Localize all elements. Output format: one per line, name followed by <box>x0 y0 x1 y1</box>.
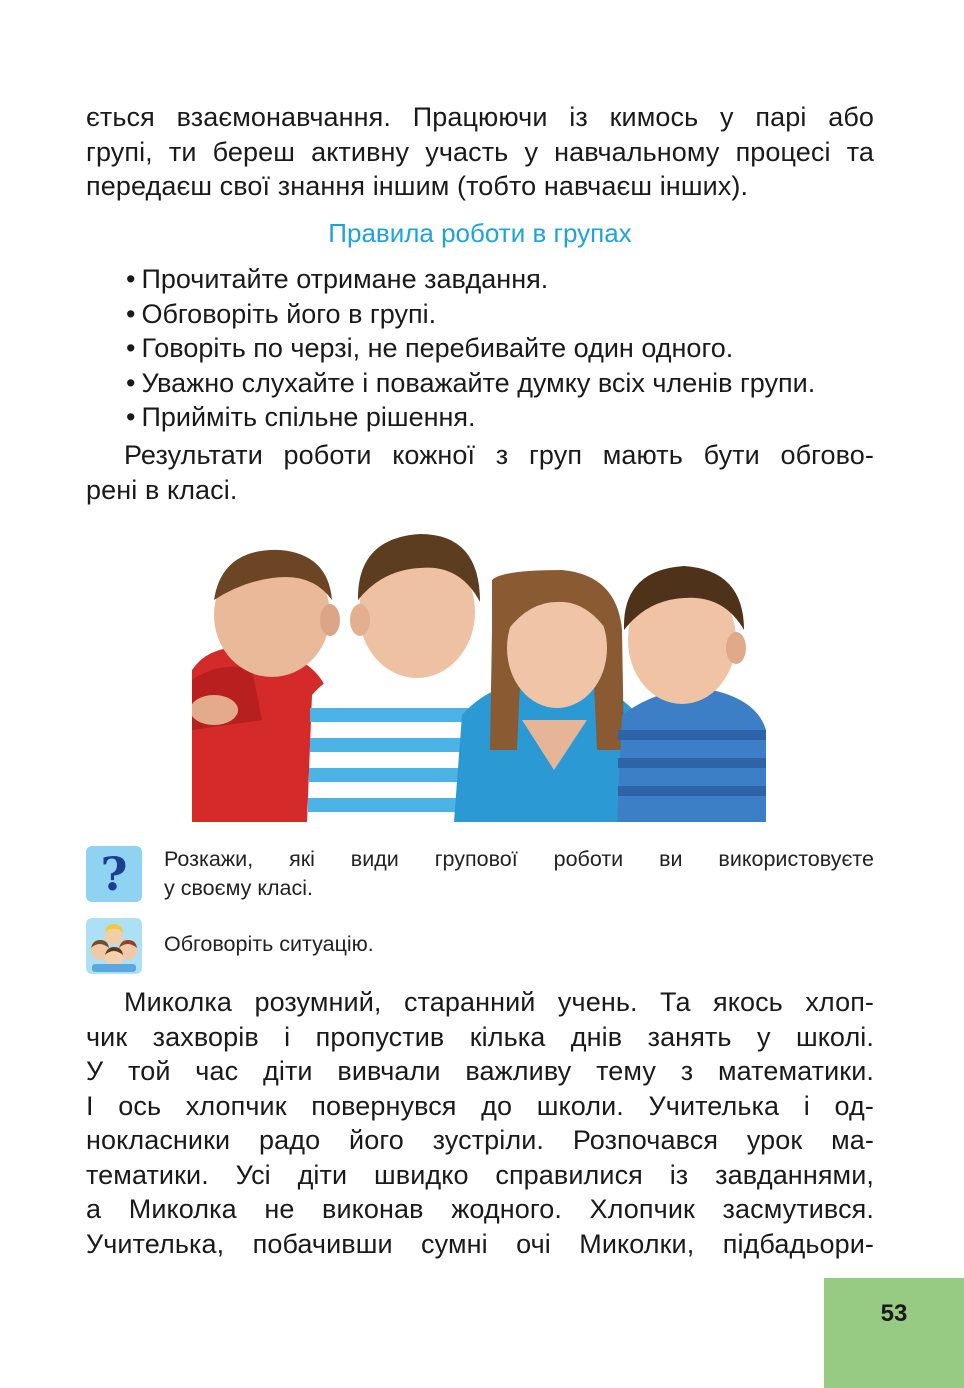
rule-item: • Прочитайте отримане завдання. <box>126 262 815 297</box>
story-line: тематики. Усі діти швидко справилися із завданнями, <box>86 1159 874 1190</box>
intro-line: ється взаємонавчання. Працюючи із кимось у парі або <box>86 102 874 132</box>
question-line: у своєму класі. <box>164 876 313 900</box>
rule-item: • Обговоріть його в групі. <box>126 297 815 332</box>
story-line: У той час діти вивчали важливу тему з математики. <box>86 1056 874 1086</box>
story-paragraph <box>86 985 874 1261</box>
question-line: Розкажи, які види групової роботи ви використовуєте <box>164 847 874 871</box>
rules-list <box>126 262 815 435</box>
rule-item: • Прийміть спільне рішення. <box>126 400 815 435</box>
question-task <box>164 845 874 903</box>
story-line: а Миколка не виконав жодного. Хлопчик засмутився. <box>86 1194 874 1224</box>
results-paragraph <box>86 438 874 507</box>
story-line: Миколка розумний, старанний учень. Та якось хлоп- <box>124 987 874 1017</box>
intro-line: передаєш свої знання іншим (тобто навчаєш інших). <box>86 171 749 201</box>
rules-heading: Правила роботи в групах <box>328 218 632 248</box>
group-discussion-icon <box>86 918 142 974</box>
question-symbol: ? <box>100 847 128 901</box>
results-line: рені в класі. <box>86 474 238 505</box>
group-faces-icon <box>86 918 142 974</box>
results-line: Результати роботи кожної з груп мають бути обгово- <box>124 440 874 470</box>
question-mark-icon <box>86 846 142 902</box>
story-line: нокласники радо його зустріли. Розпочався урок ма- <box>86 1125 874 1155</box>
page-number: 53 <box>880 1300 908 1327</box>
rule-item: • Говоріть по черзі, не перебивайте один одного. <box>126 331 815 366</box>
story-line: І ось хлопчик повернувся до школи. Учителька і од- <box>86 1090 874 1121</box>
rule-item: • Уважно слухайте і поважайте думку всіх членів групи. <box>126 366 815 401</box>
story-line: чик захворів і пропустив кілька днів занять у школі. <box>86 1021 874 1052</box>
intro-line: групі, ти береш активну участь у навчальному процесі та <box>86 136 874 167</box>
intro-paragraph <box>86 100 874 204</box>
page-number-tab <box>824 1278 964 1388</box>
story-line: Учителька, побачивши сумні очі Миколки, підбадьори- <box>86 1228 874 1259</box>
discuss-task: Обговоріть ситуацію. <box>164 932 374 956</box>
children-illustration <box>192 520 766 822</box>
children-group-photo <box>192 520 766 822</box>
